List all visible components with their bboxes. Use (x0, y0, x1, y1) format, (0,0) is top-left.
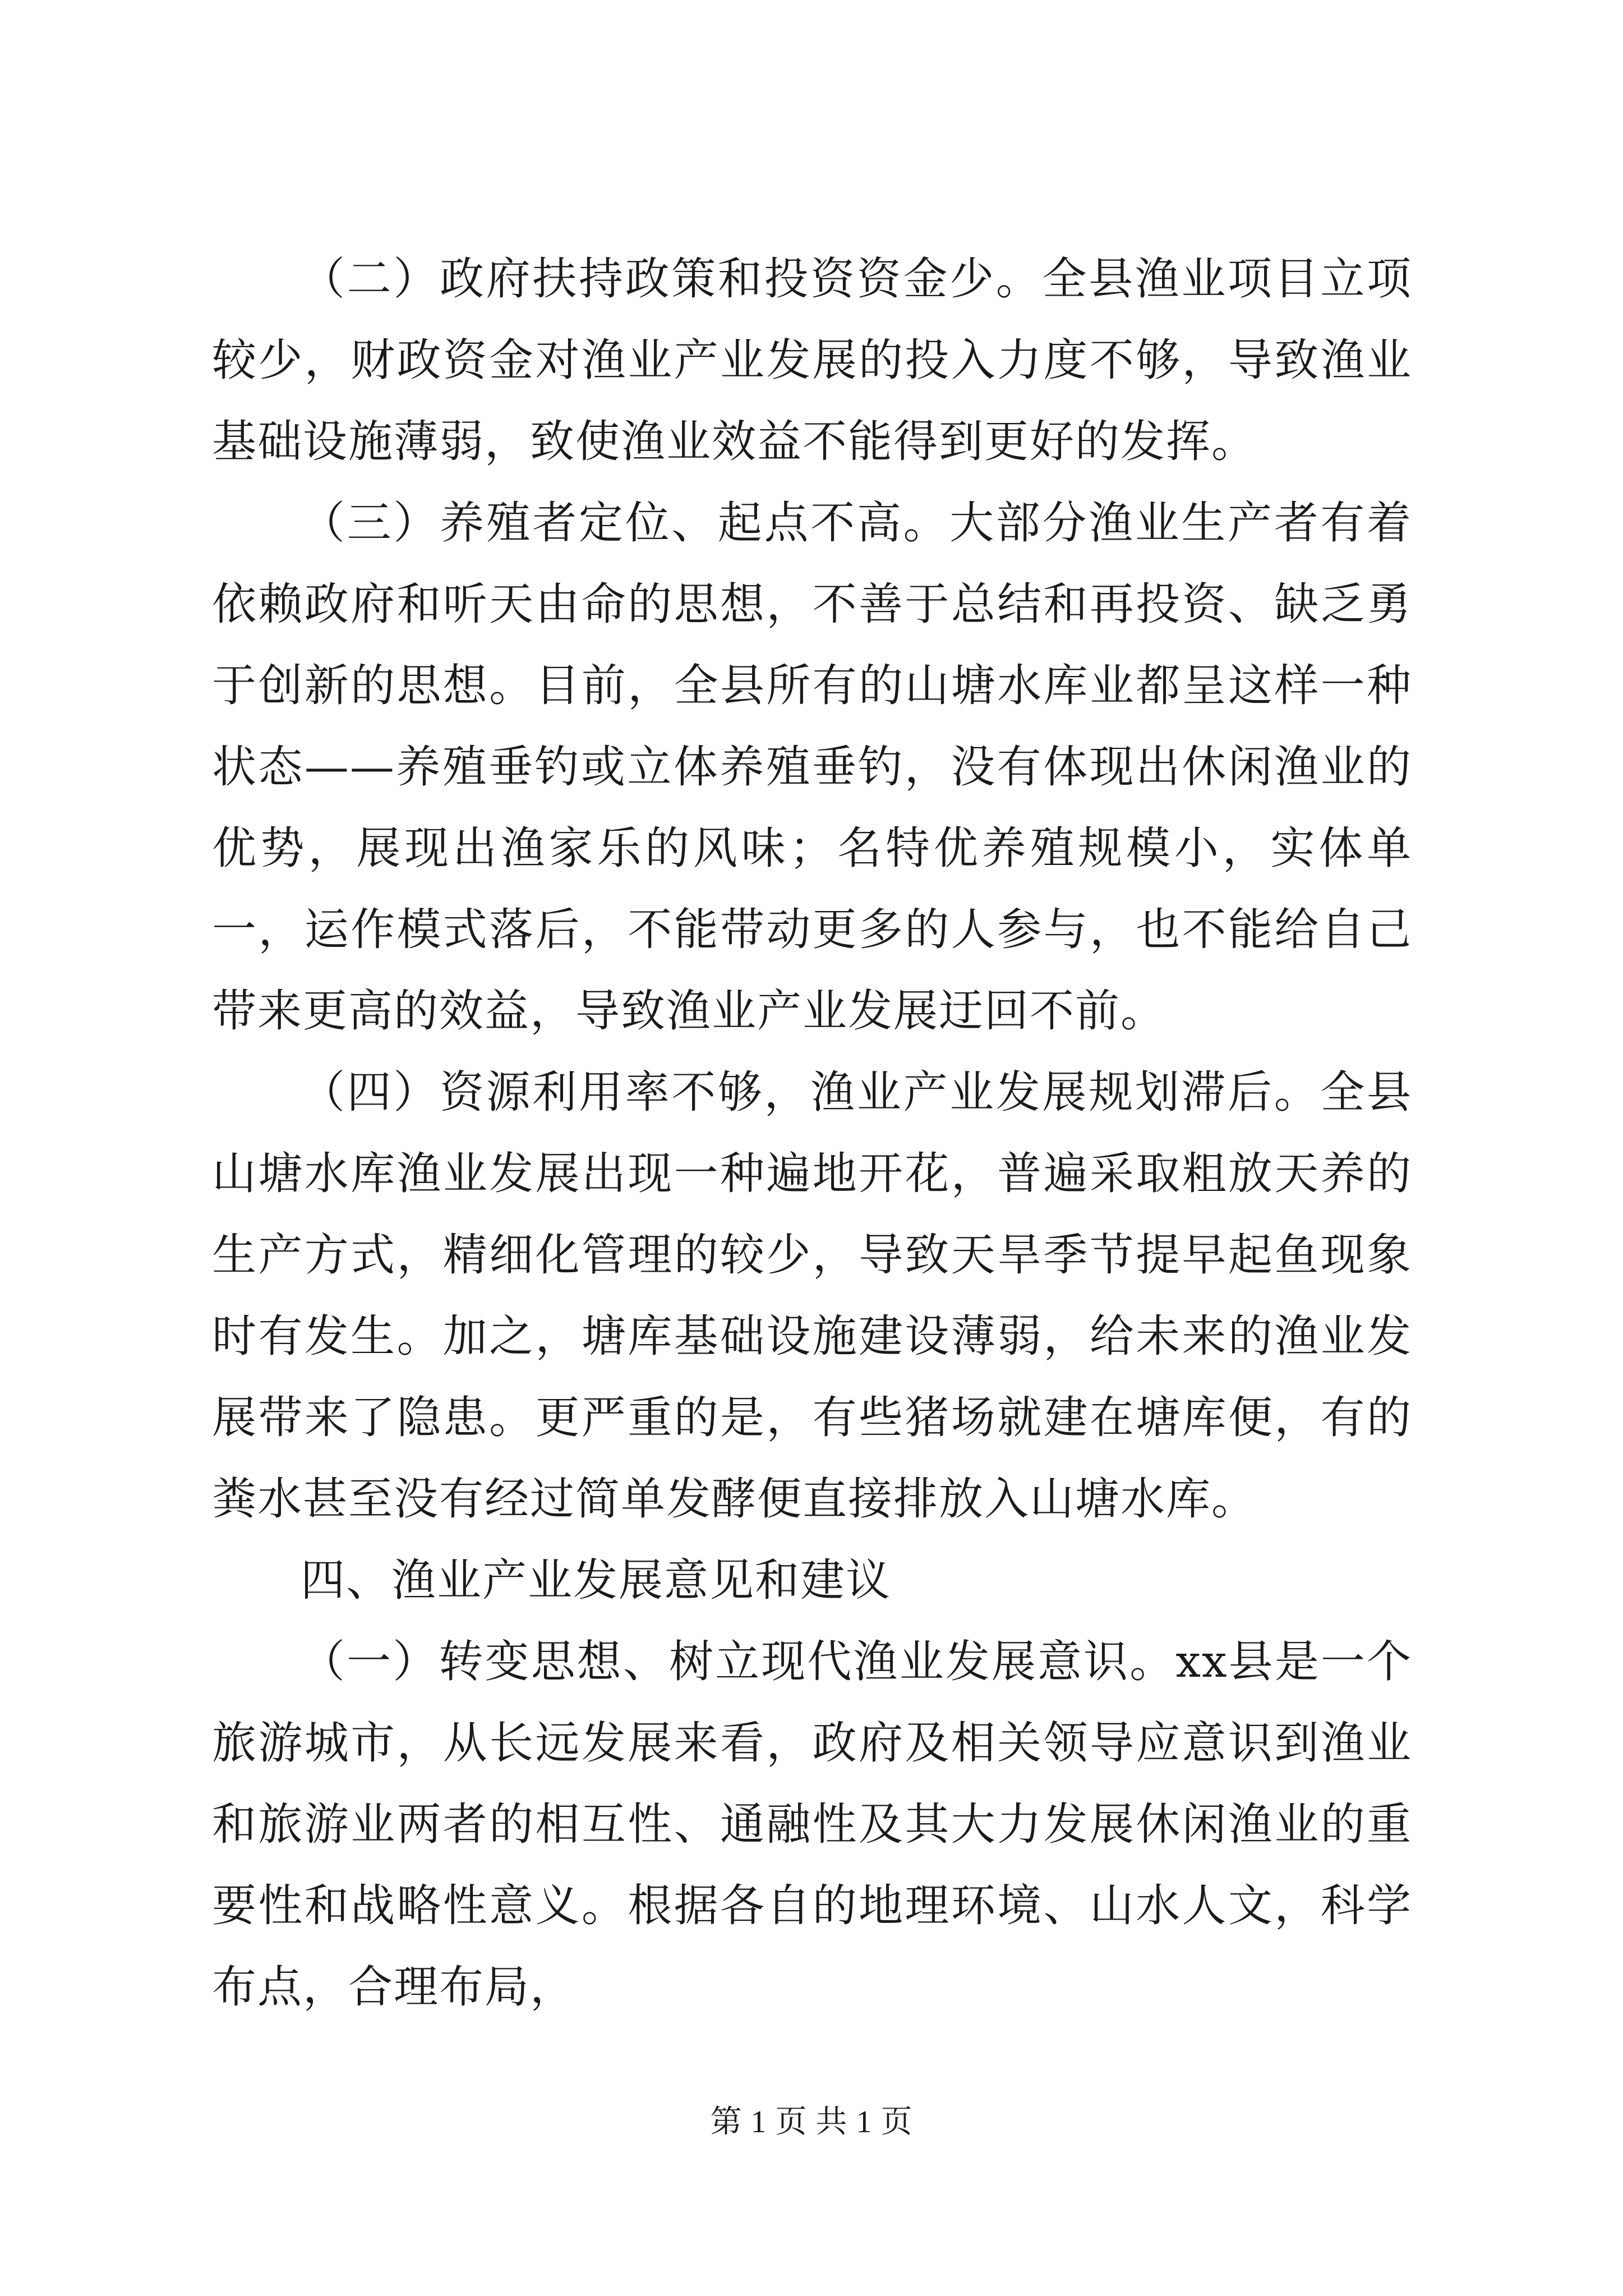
document-body (212, 238, 1412, 2028)
paragraph-farmer-positioning: （三）养殖者定位、起点不高。大部分渔业生产者有着依赖政府和听天由命的思想，不善于总结和再投资、缺乏勇于创新的思想。目前，全县所有的山塘水库业都呈这样一种状态——养殖垂钓或立体养殖垂钓，没有体现出休闲渔业的优势，展现出渔家乐的风味；名特优养殖规模小，实体单一，运作模式落后，不能带动更多的人参与，也不能给自己带来更高的效益，导致渔业产业发展迂回不前。 (212, 497, 1412, 1037)
paragraph-resource-utilization: （四）资源利用率不够，渔业产业发展规划滞后。全县山塘水库渔业发展出现一种遍地开花，普遍采取粗放天养的生产方式，精细化管理的较少，导致天旱季节提早起鱼现象时有发生。加之，塘库基础设施建设薄弱，给未来的渔业发展带来了隐患。更严重的是，有些猪场就建在塘库便，有的粪水甚至没有经过简单发酵便直接排放入山塘水库。 (212, 1066, 1412, 1525)
section-heading: 四、渔业产业发展意见和建议 (301, 1554, 891, 1606)
page-number-footer: 第 1 页 共 1 页 (710, 2105, 913, 2139)
paragraph-change-mindset: （一）转变思想、树立现代渔业发展意识。xx县是一个旅游城市，从长远发展来看，政府及相关领导应意识到渔业和旅游业两者的相互性、通融性及其大力发展休闲渔业的重要性和战略性意义。根据各自的地理环境、山水人文，科学布点，合理布局， (212, 1636, 1412, 2013)
paragraph-policy-funding: （二）政府扶持政策和投资资金少。全县渔业项目立项较少，财政资金对渔业产业发展的投入力度不够，导致渔业基础设施薄弱，致使渔业效益不能得到更好的发挥。 (212, 253, 1412, 467)
